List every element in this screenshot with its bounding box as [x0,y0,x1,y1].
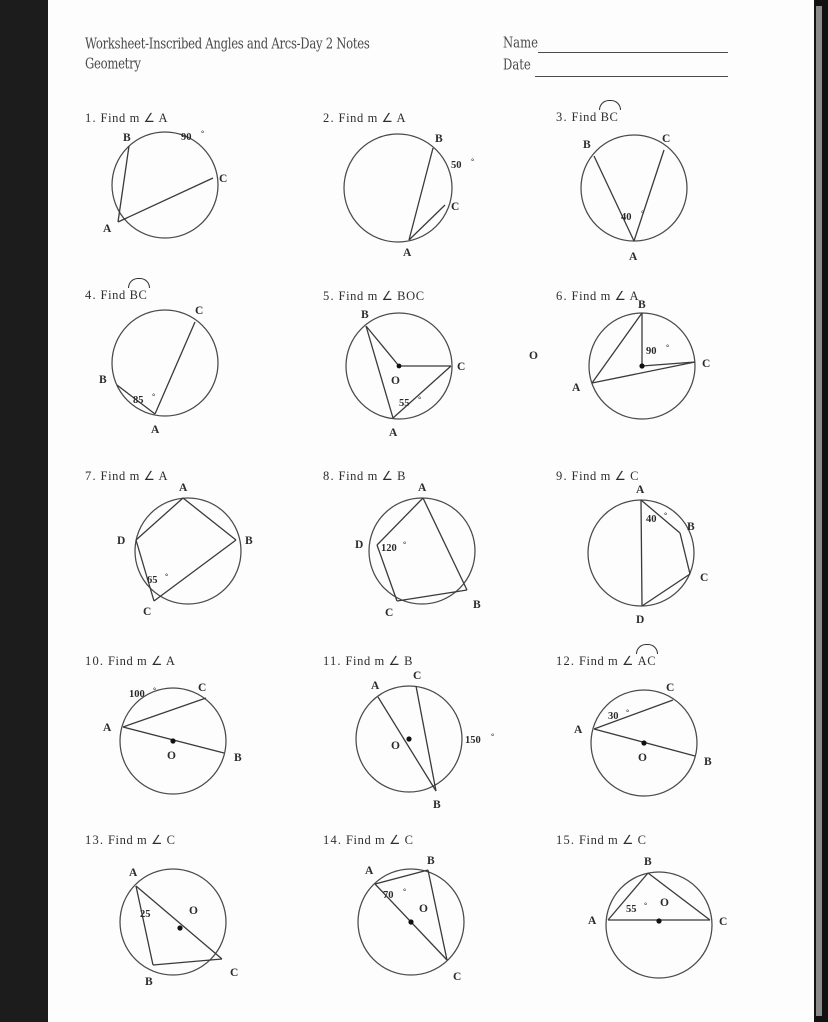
problem-5-degree-sign: ° [418,395,422,404]
problem-9-figure [556,468,756,643]
problem-6-figure [556,288,746,443]
problem-11-figure [323,653,523,818]
problem-15-label-B: B [644,856,652,868]
problem-9-prompt [556,468,639,484]
problem-2-prompt [323,110,406,126]
problem-7-text: Find m ∠ A [100,469,169,483]
problem-7-angle-value: 65 [147,575,158,586]
problem-11-degree-sign: ° [491,732,495,741]
problem-9-angle-value: 40 [646,514,657,525]
name-blank-line[interactable] [538,52,728,53]
problem-5-label-B: B [361,309,369,321]
problem-3-prompt [556,110,618,125]
problem-5-figure [323,288,513,443]
problem-15-number: 15. [556,833,576,847]
problem-4-prompt [85,288,147,303]
problem-1-label-C: C [219,173,228,185]
problem-8-label-A: A [418,482,427,494]
problem-1-label-A: A [103,223,112,235]
problem-13-text: Find m ∠ C [107,833,176,847]
arc-symbol-icon [128,278,150,288]
problem-1-degree-sign: ° [201,129,205,138]
problem-5 [323,288,513,443]
problem-13-number: 13. [85,833,105,847]
problem-14-label-O: O [419,903,428,915]
problem-3-label-A: A [629,251,638,263]
arc-symbol-icon [636,644,658,654]
problem-10-figure [85,653,285,818]
problem-3-label-B: B [583,139,591,151]
problem-7-label-B: B [245,535,253,547]
problem-15-figure [556,832,756,1002]
problem-11-number: 11. [323,654,342,668]
problem-10 [85,653,285,818]
problem-14 [323,832,523,1002]
problem-12-label-C: C [666,682,675,694]
problem-5-text: Find m ∠ BOC [338,289,425,303]
problem-2-number: 2. [323,111,335,125]
problem-1-angle-value: 90 [181,132,192,143]
problem-10-text: Find m ∠ A [107,654,176,668]
problem-9-label-A: A [636,484,645,496]
problem-7-degree-sign: ° [165,572,169,581]
page-subtitle: Geometry [85,54,141,73]
problem-15 [556,832,756,1002]
problem-4-angle-value: 85 [133,395,144,406]
problem-10-number: 10. [85,654,105,668]
vertical-scrollbar[interactable] [816,6,822,1016]
problem-4-number: 4. [85,288,97,302]
problem-12-label-O: O [638,752,647,764]
problem-3-arc-name: BC [600,110,619,124]
problem-12-label-A: A [574,724,583,736]
problem-5-angle-value: 55 [399,398,410,409]
problem-12-figure [556,653,756,818]
problem-11-label-C: C [413,670,422,682]
problem-4-label-A: A [151,424,160,436]
problem-14-text: Find m ∠ C [345,833,414,847]
problem-4-text: Find [100,288,130,302]
problem-1-number: 1. [85,111,97,125]
problem-7-number: 7. [85,469,97,483]
problem-9 [556,468,756,643]
problem-5-label-A: A [389,427,398,439]
problem-2-text: Find m ∠ A [338,111,407,125]
problem-13-angle-value: 25 [140,909,151,920]
problem-1-figure [85,110,275,255]
problem-12-number: 12. [556,654,576,668]
problem-13-prompt [85,832,176,848]
problem-8-label-D: D [355,539,364,551]
problem-8-degree-sign: ° [403,540,407,549]
problem-6-label-A: A [572,382,581,394]
problem-8-number: 8. [323,469,335,483]
problem-5-label-C: C [457,361,466,373]
problem-15-text: Find m ∠ C [578,833,647,847]
problem-2 [323,110,513,260]
problem-14-number: 14. [323,833,343,847]
problem-8-label-B: B [473,599,481,611]
problem-14-figure [323,832,523,1002]
problem-2-figure [323,110,513,260]
problem-12 [556,653,756,818]
problem-2-label-A: A [403,247,412,259]
problem-10-prompt [85,653,176,669]
problem-7 [85,468,285,628]
problem-11 [323,653,523,818]
problem-6-number: 6. [556,289,568,303]
page-right-edge [806,0,814,1022]
problem-3-arc-notation [601,110,619,125]
problem-4-arc-name: BC [129,288,148,302]
problem-15-angle-value: 55 [626,904,637,915]
date-label: Date [503,55,531,74]
problem-13-label-A: A [129,867,138,879]
problem-5-number: 5. [323,289,335,303]
problem-4-label-B: B [99,374,107,386]
problem-5-prompt [323,288,425,304]
problem-14-degree-sign: ° [403,887,407,896]
problem-6-prompt [556,288,639,304]
problem-2-label-C: C [451,201,460,213]
problem-12-angle-value: 30 [608,711,619,722]
problem-15-label-O: O [660,897,669,909]
problem-6-text: Find m ∠ A [571,289,640,303]
problem-1-prompt [85,110,168,126]
problem-12-text: Find m ∠ [578,654,638,668]
problem-9-degree-sign: ° [664,511,668,520]
problem-1-label-B: B [123,132,131,144]
worksheet-page [48,0,814,1022]
problem-6-angle-value: 90 [646,346,657,357]
problem-7-figure [85,468,285,628]
problem-9-label-D: D [636,614,645,626]
problem-7-label-C: C [143,606,152,618]
problem-6-degree-sign: ° [666,343,670,352]
problem-11-prompt [323,653,413,669]
problem-3-angle-value: 40 [621,212,632,223]
problem-14-label-B: B [427,855,435,867]
problem-9-number: 9. [556,469,568,483]
problem-8-prompt [323,468,406,484]
problem-13 [85,832,285,1002]
problem-2-label-B: B [435,133,443,145]
problem-15-prompt [556,832,647,848]
problem-10-label-O: O [167,750,176,762]
problem-14-label-C: C [453,971,462,983]
problem-4-label-C: C [195,305,204,317]
date-blank-line[interactable] [535,76,728,77]
problem-4-figure [85,288,275,443]
problem-3-number: 3. [556,110,568,124]
problem-15-label-A: A [588,915,597,927]
problem-12-arc-notation [638,654,657,669]
problem-11-label-A: A [371,680,380,692]
problem-7-label-D: D [117,535,126,547]
problem-3-text: Find [571,110,601,124]
problem-14-angle-value: 70 [383,890,394,901]
problem-15-label-C: C [719,916,728,928]
problem-10-degree-sign: ° [153,686,157,695]
problem-7-prompt [85,468,168,484]
problem-11-label-B: B [433,799,441,811]
problem-5-label-O: O [391,375,400,387]
problem-3-degree-sign: ° [641,209,645,218]
problem-9-label-C: C [700,572,709,584]
problem-10-label-B: B [234,752,242,764]
problem-11-text: Find m ∠ B [345,654,414,668]
problem-8-label-C: C [385,607,394,619]
problem-10-angle-value: 100 [129,689,145,700]
problem-6-label-B: B [638,299,646,311]
problem-10-label-C: C [198,682,207,694]
problem-4-arc-notation [130,288,148,303]
problem-12-label-B: B [704,756,712,768]
problem-7-label-A: A [179,482,188,494]
problem-13-label-B: B [145,976,153,988]
problem-13-label-O: O [189,905,198,917]
problem-10-label-A: A [103,722,112,734]
problem-3-label-C: C [662,133,671,145]
problem-2-degree-sign: ° [471,157,475,166]
name-label: Name [503,33,539,52]
problem-1 [85,110,275,255]
problem-6 [556,288,746,443]
problem-4 [85,288,275,443]
problem-11-angle-value: 150 [465,735,481,746]
problem-1-text: Find m ∠ A [100,111,169,125]
problem-6-label-C: C [702,358,711,370]
problem-15-degree-sign: ° [644,901,648,910]
problem-2-angle-value: 50 [451,160,462,171]
page-title: Worksheet-Inscribed Angles and Arcs-Day 2 Notes [85,34,370,53]
problem-14-prompt [323,832,414,848]
arc-symbol-icon [599,100,621,110]
problem-8-figure [323,468,523,628]
problem-8-text: Find m ∠ B [338,469,407,483]
problem-4-degree-sign: ° [152,392,156,401]
problem-3 [556,110,746,275]
left-letterbox [0,0,48,1022]
problem-8 [323,468,523,628]
problem-3-figure [556,110,746,275]
problem-13-figure [85,832,285,1002]
problem-12-degree-sign: ° [626,708,630,717]
problem-14-label-A: A [365,865,374,877]
problem-12-prompt [556,653,656,669]
problem-12-arc-name: AC [637,654,657,668]
problem-11-label-O: O [391,740,400,752]
problem-13-label-C: C [230,967,239,979]
problem-9-text: Find m ∠ C [571,469,640,483]
problem-9-label-B: B [687,521,695,533]
problem-8-angle-value: 120 [381,543,397,554]
stray-center-label: O [529,350,538,362]
